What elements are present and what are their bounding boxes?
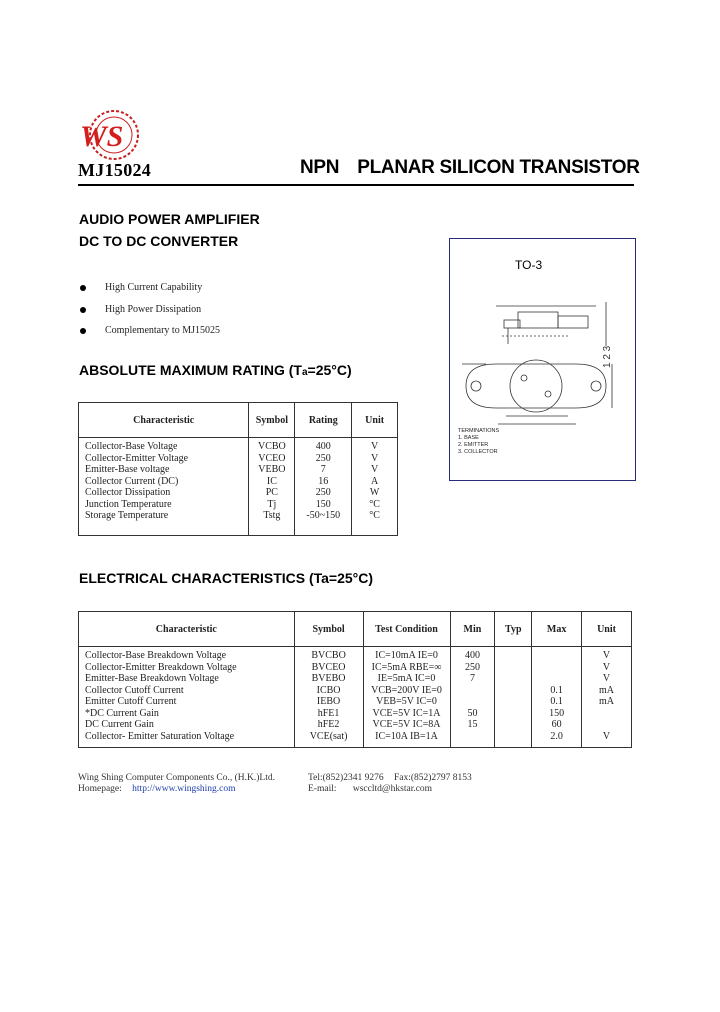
homepage-link[interactable]: http://www.wingshing.com — [132, 784, 236, 794]
table-cell: 250 — [295, 487, 352, 499]
table-cell — [582, 719, 632, 731]
feature-text: Complementary to MJ15025 — [105, 325, 220, 336]
table-cell: IC=10A IB=1A — [363, 731, 450, 748]
header-divider — [78, 184, 634, 186]
company-name: Wing Shing Computer Components Co., (H.K.)Ltd. — [78, 773, 275, 783]
col-typ: Typ — [495, 612, 532, 647]
application-1: AUDIO POWER AMPLIFIER — [79, 211, 260, 227]
table-cell: mA — [582, 696, 632, 708]
termination-emitter: 2. EMITTER — [458, 442, 489, 448]
table-cell: V — [352, 464, 398, 476]
feature-item — [80, 282, 202, 293]
table-cell: 250 — [450, 662, 495, 674]
table-cell — [450, 731, 495, 748]
table-row — [79, 464, 398, 476]
table-cell: 400 — [450, 647, 495, 662]
table-cell: Collector-Base Breakdown Voltage — [79, 647, 295, 662]
bullet-icon — [80, 328, 86, 334]
application-2: DC TO DC CONVERTER — [79, 233, 239, 249]
svg-text:WS: WS — [80, 120, 124, 153]
table-cell — [495, 647, 532, 662]
homepage-label: Homepage: — [78, 784, 122, 794]
table-cell: 16 — [295, 476, 352, 488]
fax: Fax:(852)2797 8153 — [393, 773, 472, 783]
table-row — [79, 487, 398, 499]
table-cell: hFE1 — [294, 708, 363, 720]
table-row — [79, 708, 632, 720]
table-cell: °C — [352, 510, 398, 536]
table-cell: 60 — [532, 719, 582, 731]
feature-text: High Power Dissipation — [105, 304, 202, 315]
table-cell — [495, 719, 532, 731]
col-characteristic: Characteristic — [79, 612, 295, 647]
email-label: E-mail: — [308, 784, 337, 794]
table-cell: IEBO — [294, 696, 363, 708]
table-cell: hFE2 — [294, 719, 363, 731]
table-cell: V — [582, 731, 632, 748]
table-row — [79, 438, 398, 453]
table-cell: V — [582, 647, 632, 662]
table-cell: Collector-Emitter Voltage — [79, 453, 249, 465]
table-row — [79, 673, 632, 685]
col-min: Min — [450, 612, 495, 647]
table-cell: Collector Current (DC) — [79, 476, 249, 488]
table-cell: VCE=5V IC=8A — [363, 719, 450, 731]
phone-fax-line — [308, 773, 472, 783]
table-cell: VEB=5V IC=0 — [363, 696, 450, 708]
table-cell: 150 — [532, 708, 582, 720]
title-text: PLANAR SILICON TRANSISTOR — [357, 157, 640, 178]
table-cell — [532, 673, 582, 685]
table-row — [79, 476, 398, 488]
table-cell: 50 — [450, 708, 495, 720]
bullet-icon — [80, 307, 86, 313]
to3-package-drawing — [456, 294, 628, 454]
table-cell: ICBO — [294, 685, 363, 697]
table-cell: VEBO — [249, 464, 295, 476]
table-cell: IC — [249, 476, 295, 488]
table-cell: IE=5mA IC=0 — [363, 673, 450, 685]
table-cell: 150 — [295, 499, 352, 511]
table-cell — [495, 685, 532, 697]
table-cell: 15 — [450, 719, 495, 731]
feature-text: High Current Capability — [105, 282, 203, 293]
table-cell: *DC Current Gain — [79, 708, 295, 720]
table-cell — [495, 696, 532, 708]
table-cell: V — [352, 453, 398, 465]
transistor-type: NPN — [300, 157, 340, 178]
electrical-characteristics-table — [78, 611, 632, 748]
table-row — [79, 499, 398, 511]
table-cell: V — [582, 662, 632, 674]
table-cell: -50~150 — [295, 510, 352, 536]
table-row — [79, 453, 398, 465]
wing-shing-logo — [78, 108, 142, 166]
table-cell: A — [352, 476, 398, 488]
table-cell: 400 — [295, 438, 352, 453]
table-row — [79, 510, 398, 536]
absolute-max-table — [78, 402, 398, 536]
table-cell: BVEBO — [294, 673, 363, 685]
table-cell: W — [352, 487, 398, 499]
table-cell: Tstg — [249, 510, 295, 536]
absolute-max-heading: ABSOLUTE MAXIMUM RATING (Ta=25°C) — [79, 362, 352, 378]
col-symbol: Symbol — [249, 403, 295, 438]
col-characteristic: Characteristic — [79, 403, 249, 438]
col-symbol: Symbol — [294, 612, 363, 647]
table-cell: Storage Temperature — [79, 510, 249, 536]
table-row — [79, 696, 632, 708]
homepage-line — [78, 784, 236, 794]
package-name: TO-3 — [515, 258, 543, 272]
table-cell: V — [352, 438, 398, 453]
table-cell: Emitter-Base Breakdown Voltage — [79, 673, 295, 685]
table-cell: Collector Dissipation — [79, 487, 249, 499]
table-cell: VCEO — [249, 453, 295, 465]
tel: Tel:(852)2341 9276 — [308, 773, 384, 783]
page-title — [300, 157, 640, 179]
table-cell: mA — [582, 685, 632, 697]
table-cell — [450, 685, 495, 697]
termination-collector: 3. COLLECTOR — [458, 449, 498, 454]
table-cell: Emitter Cutoff Current — [79, 696, 295, 708]
table-cell: IC=5mA RBE=∞ — [363, 662, 450, 674]
email-line — [308, 784, 432, 794]
termination-base: 1. BASE — [458, 435, 479, 441]
table-cell: 7 — [295, 464, 352, 476]
table-cell: VCE=5V IC=1A — [363, 708, 450, 720]
table-row — [79, 662, 632, 674]
table-cell: IC=10mA IE=0 — [363, 647, 450, 662]
table-row — [79, 647, 632, 662]
table-cell — [450, 696, 495, 708]
table-cell — [532, 647, 582, 662]
table-cell: Collector Cutoff Current — [79, 685, 295, 697]
table-row — [79, 685, 632, 697]
col-unit: Unit — [352, 403, 398, 438]
electrical-heading: ELECTRICAL CHARACTERISTICS (Ta=25°C) — [79, 570, 374, 586]
package-outline-box — [449, 238, 636, 481]
pin-number-label: 1 2 3 — [602, 345, 613, 368]
bullet-icon — [80, 285, 86, 291]
table-cell — [582, 708, 632, 720]
table-row — [79, 719, 632, 731]
table-cell: 250 — [295, 453, 352, 465]
table-cell — [532, 662, 582, 674]
email-address[interactable]: wsccltd@hkstar.com — [352, 784, 433, 794]
table-cell: Collector- Emitter Saturation Voltage — [79, 731, 295, 748]
col-rating: Rating — [295, 403, 352, 438]
table-cell: °C — [352, 499, 398, 511]
table-cell: Junction Temperature — [79, 499, 249, 511]
feature-item — [80, 304, 201, 315]
table-cell: Tj — [249, 499, 295, 511]
table-cell: VCE(sat) — [294, 731, 363, 748]
table-cell — [495, 731, 532, 748]
table-cell — [495, 662, 532, 674]
part-number: MJ15024 — [78, 160, 152, 180]
table-cell: 0.1 — [532, 696, 582, 708]
table-cell: 2.0 — [532, 731, 582, 748]
table-cell: Emitter-Base voltage — [79, 464, 249, 476]
table-cell: VCBO — [249, 438, 295, 453]
table-cell: PC — [249, 487, 295, 499]
table-cell: BVCEO — [294, 662, 363, 674]
table-header-row — [79, 403, 398, 438]
table-cell — [495, 708, 532, 720]
col-max: Max — [532, 612, 582, 647]
table-cell: 7 — [450, 673, 495, 685]
table-cell: Collector-Emitter Breakdown Voltage — [79, 662, 295, 674]
table-cell: Collector-Base Voltage — [79, 438, 249, 453]
col-test-condition: Test Condition — [363, 612, 450, 647]
terminations-title: TERMINATIONS — [458, 428, 500, 434]
table-header-row — [79, 612, 632, 647]
table-cell: VCB=200V IE=0 — [363, 685, 450, 697]
table-cell: 0.1 — [532, 685, 582, 697]
col-unit: Unit — [582, 612, 632, 647]
feature-item — [80, 325, 220, 336]
table-cell: BVCBO — [294, 647, 363, 662]
table-cell: DC Current Gain — [79, 719, 295, 731]
table-row — [79, 731, 632, 748]
table-cell: V — [582, 673, 632, 685]
table-cell — [495, 673, 532, 685]
